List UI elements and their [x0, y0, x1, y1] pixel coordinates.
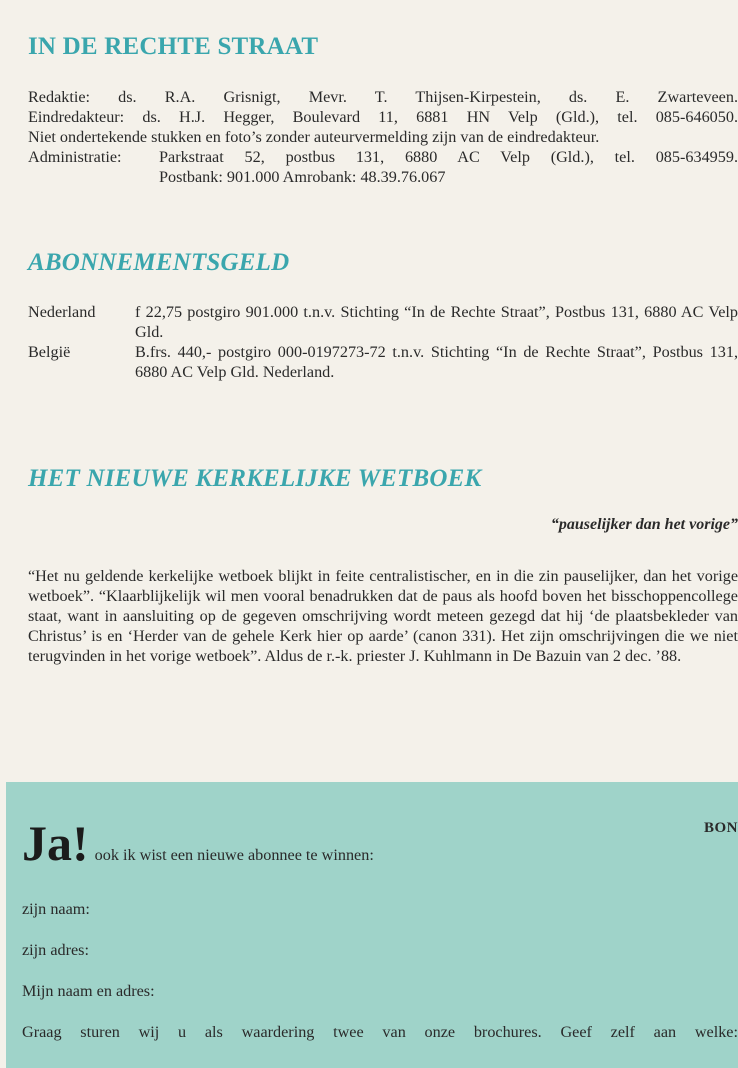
article-body: “Het nu geldende kerkelijke wetboek blijkt in feite centralistischer, en in die zin pauselijker, dan het vorige wetboek”. “Klaarblijkelijk wil men vooral benadrukken dat de paus als hoofd boven het bisschoppencollege staat, want in aansluiting op de gegeven omschrijving wordt meteen gezegd dat hij ‘de plaatsbekleder van Christus’ is en ‘Herder van de gehele Kerk hier op aarde’ (canon 331). Het zijn omschrijvingen die we niet terugvinden in het vorige wetboek”. Aldus de r.-k. priester J. Kuhlmann in De Bazuin van 2 dec. ’88. [28, 567, 738, 665]
subscription-row-nederland [28, 302, 738, 342]
coupon-heading [22, 814, 374, 872]
article-subtitle: “pauselijker dan het vorige” [550, 516, 738, 533]
administratie-bank: Postbank: 901.000 Amrobank: 48.39.76.067 [159, 168, 446, 186]
coupon-field-naam: zijn naam: [22, 900, 90, 918]
colofon-block [28, 87, 738, 187]
section-title-wetboek: HET NIEUWE KERKELIJKE WETBOEK [28, 465, 482, 492]
administratie-address: Parkstraat 52, postbus 131, 6880 AC Velp (Gld.), tel. 085-634959. [159, 148, 738, 166]
section-title-abonnementsgeld: ABONNEMENTSGELD [28, 249, 290, 276]
administratie-text [159, 147, 738, 187]
subscription-details: f 22,75 postgiro 901.000 t.n.v. Stichting “In de Rechte Straat”, Postbus 131, 6880 AC Velp Gld. [135, 303, 738, 341]
coupon-field-mijn-naam: Mijn naam en adres: [22, 982, 155, 1000]
coupon-label: BON [703, 820, 738, 836]
coupon-field-adres: zijn adres: [22, 941, 89, 959]
subscription-country: Nederland [28, 303, 96, 321]
subscription-country: België [28, 343, 71, 361]
coupon-ja: Ja! [22, 815, 89, 871]
eindredakteur-line: Eindredakteur: ds. H.J. Hegger, Boulevard 11, 6881 HN Velp (Gld.), tel. 085-646050. [28, 108, 738, 126]
administratie-row [28, 147, 738, 187]
disclaimer-text: Niet ondertekende stukken en foto’s zonder auteurvermelding zijn van de eindredakteur. [28, 128, 600, 146]
redaktie-line: Redaktie: ds. R.A. Grisnigt, Mevr. T. Thijsen-Kirpestein, ds. E. Zwarteveen. [28, 88, 738, 106]
section-title-colofon: IN DE RECHTE STRAAT [28, 33, 319, 60]
subscription-list [28, 302, 738, 382]
coupon-intro: ook ik wist een nieuwe abonnee te winnen: [94, 846, 374, 864]
subscription-details: B.frs. 440,- postgiro 000-0197273-72 t.n.v. Stichting “In de Rechte Straat”, Postbus 131, 6880 AC Velp Gld. Nederland. [135, 343, 738, 381]
administratie-label: Administratie: [28, 148, 122, 166]
coupon-closing-text: Graag sturen wij u als waardering twee van onze brochures. Geef zelf aan welke: [22, 1023, 738, 1041]
subscription-coupon [6, 782, 738, 1068]
subscription-row-belgie [28, 342, 738, 382]
